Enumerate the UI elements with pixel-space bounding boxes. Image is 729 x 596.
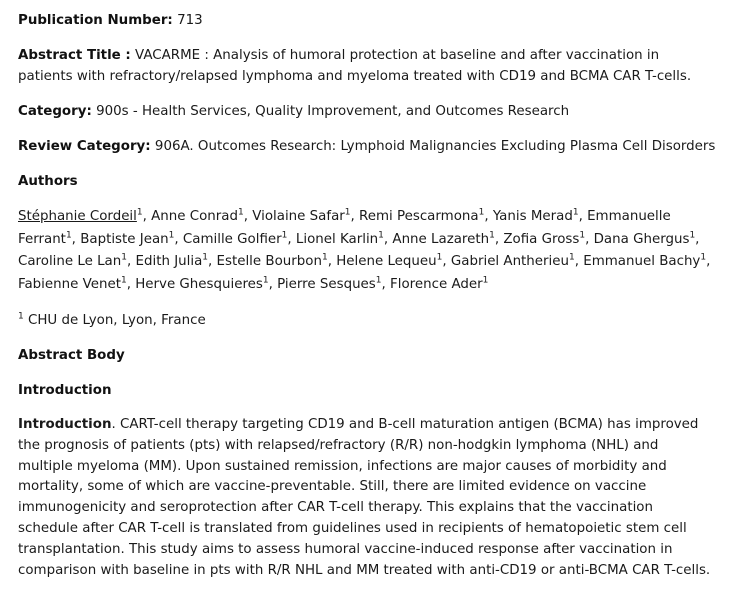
author-name: Camille Golfier [182, 231, 282, 247]
review-category [18, 136, 717, 157]
author-affiliation-sup: 1 [262, 275, 269, 286]
author-affiliation-sup: 1 [202, 252, 209, 263]
author-name: Emmanuelle Ferrant [18, 209, 671, 247]
author-item [252, 209, 350, 224]
author-affiliation-sup: 1 [121, 252, 127, 263]
author-affiliation-sup: 1 [700, 252, 707, 263]
author-affiliation-sup: 1 [168, 230, 175, 241]
category-value: 900s - Health Services, Quality Improvement, and Outcomes Research [96, 104, 570, 119]
publication-number [18, 10, 717, 31]
author-affiliation-sup: 1 [375, 275, 382, 286]
affiliation [18, 310, 717, 331]
review-category-label: Review Category: [18, 139, 151, 154]
author-item [80, 232, 174, 247]
author-item [151, 209, 244, 224]
author-name: Herve Ghesquieres [135, 276, 263, 292]
author-name: Lionel Karlin [295, 231, 379, 247]
category-label: Category: [18, 104, 92, 119]
author-affiliation-sup: 1 [344, 207, 351, 218]
author-affiliation-sup: 1 [436, 252, 443, 263]
affiliation-text: CHU de Lyon, Lyon, France [28, 313, 206, 328]
abstract-title [18, 45, 717, 87]
abstract-title-value: VACARME : Analysis of humoral protection at baseline and after vaccination in patients with refractory/relapsed lymphoma and myeloma treated with CD19 and BCMA CAR T-cells. [18, 48, 692, 84]
publication-number-value: 713 [177, 13, 203, 28]
author-name: Anne Conrad [151, 209, 238, 224]
author-name: Caroline Le Lan [18, 254, 122, 269]
author-name: Estelle Bourbon [216, 254, 322, 269]
introduction-text: . CART-cell therapy targeting CD19 and B-cell maturation antigen (BCMA) has improved the prognosis of patients (pts) with relapsed/refractory (R/R) non-hodgkin lymphoma (NHL) and multiple myeloma (MM). Upon sustained remission, infections are major causes of morbidity and mortality, some of which are vaccine-preventable. Still, there are limited evidence on vaccine immunogenicity and seroprotection after CAR T-cell therapy. This explains that the vaccination schedule after CAR T-cell is translated from guidelines used in recipients of hematopoietic stem cell transplantation. This study aims to assess humoral vaccine-induced response after vaccination in comparison with baseline in pts with R/R NHL and MM treated with anti-CD19 or anti-BCMA CAR T-cells. [18, 417, 711, 578]
author-item [451, 254, 575, 269]
author-affiliation-sup: 1 [321, 252, 328, 263]
author-item [136, 254, 209, 269]
author-item [594, 232, 696, 247]
author-item [392, 232, 494, 247]
author-affiliation-sup: 1 [569, 252, 575, 263]
author-item [296, 232, 384, 247]
authors-list: Stéphanie Cordeil$^1$, Anne Conrad$^1$, Violaine Safar$^1$, Remi Pescarmona$^1$, Yanis Merad$^1$, Emmanuelle Ferrant$^1$, Baptiste Jean$^1$, Camille Golfier$^1$, Lionel Karlin$^1$, Anne Lazareth$^1$, Zofia Gross$^1$, Dana Ghergus$^1$, Caroline Le Lan$^1$, Edith Julia$^1$, Estelle Bourbon$^1$, Helene Lequeu$^1$, Gabriel Antherieu$^1$, Emmanuel Bachy$^1$, Fabienne Venet$^1$, Herve Ghesquieres$^1$, Pierre Sesques$^1$, Florence Ader$^1$ [18, 207, 711, 292]
author-name: Zofia Gross [503, 231, 580, 247]
author-item [493, 209, 579, 224]
author-item [18, 277, 127, 292]
author-name: Florence Ader [390, 276, 483, 292]
author-item [183, 232, 287, 247]
author-name: Fabienne Venet [18, 276, 121, 292]
author-name: Baptiste Jean [80, 231, 169, 247]
author-affiliation-sup: 1 [65, 230, 72, 241]
authors-heading: Authors [18, 174, 78, 189]
introduction-heading: Introduction [18, 383, 112, 398]
author-affiliation-sup: 1 [378, 230, 384, 241]
author-item[interactable] [18, 209, 143, 224]
author-item [277, 277, 381, 292]
author-item [336, 254, 442, 269]
author-name: Gabriel Antherieu [450, 254, 569, 269]
author-affiliation-sup: 1 [689, 230, 696, 241]
author-name: Emmanuel Bachy [583, 254, 701, 269]
author-affiliation-sup: 1 [489, 230, 495, 241]
author-item [583, 254, 706, 269]
author-name: Yanis Merad [492, 209, 573, 224]
introduction-paragraph [18, 415, 717, 581]
author-affiliation-sup: 1 [120, 275, 127, 286]
author-item [390, 277, 488, 292]
author-name: Dana Ghergus [593, 231, 690, 247]
author-affiliation-sup: 1 [579, 230, 586, 241]
review-category-value: 906A. Outcomes Research: Lymphoid Malignancies Excluding Plasma Cell Disorders [154, 139, 716, 154]
category [18, 101, 717, 122]
author-name: Anne Lazareth [392, 231, 490, 247]
author-item [503, 232, 585, 247]
author-affiliation-sup: 1 [572, 207, 579, 218]
abstract-title-label: Abstract Title : [18, 48, 131, 63]
author-item [135, 277, 268, 292]
author-name: Remi Pescarmona [359, 209, 479, 224]
affiliation-sup: 1 [18, 311, 24, 322]
author-affiliation-sup: 1 [482, 275, 489, 286]
author-name: Helene Lequeu [336, 254, 437, 269]
author-name: Violaine Safar [252, 209, 345, 224]
abstract-body-heading: Abstract Body [18, 348, 125, 363]
author-affiliation-sup: 1 [478, 207, 485, 218]
introduction-lead: Introduction [18, 417, 112, 432]
author-name: Edith Julia [135, 254, 203, 269]
author-item [359, 209, 484, 224]
author-name-link[interactable]: Stéphanie Cordeil [18, 209, 137, 224]
author-item [18, 254, 127, 269]
author-item [217, 254, 328, 269]
author-affiliation-sup: 1 [238, 207, 244, 218]
author-affiliation-sup: 1 [136, 207, 143, 218]
publication-number-label: Publication Number: [18, 13, 173, 28]
author-affiliation-sup: 1 [281, 230, 288, 241]
author-name: Pierre Sesques [277, 276, 376, 292]
